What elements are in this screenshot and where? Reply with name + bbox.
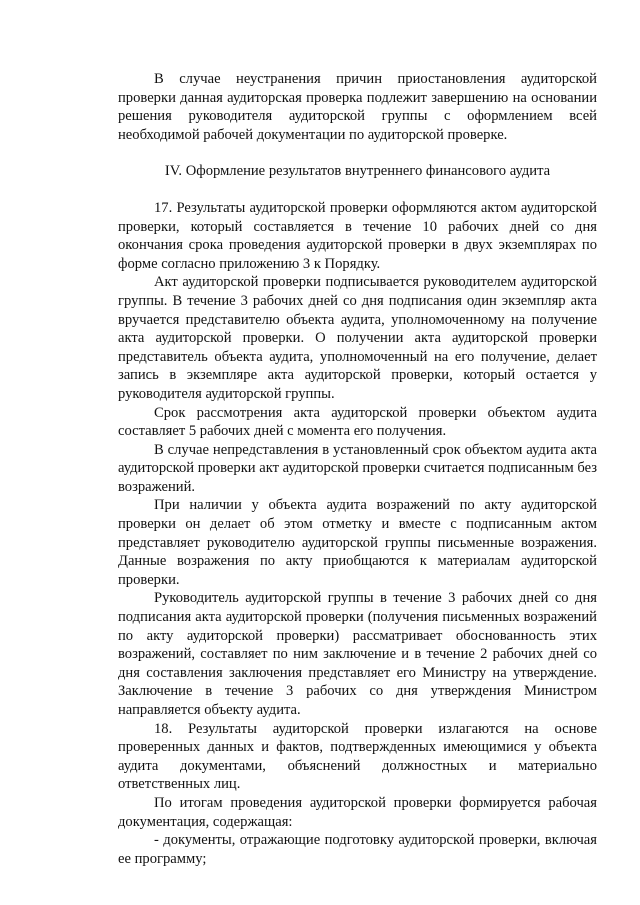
paragraph-objection-review: Руководитель аудиторской группы в течение 3 рабочих дней со дня подписания акта аудиторской проверки (получения письменных возражений по акту аудиторской проверки) рассматривает обоснованность этих возражений, составляет по ним заключение и в течение 2 рабочих дней со дня составления заключения представляет его Министру на утверждение. Заключение в течение 3 рабочих со дня утверждения Министром направляется объекту аудита. [118,590,597,718]
paragraph-non-submission: В случае непредставления в установленный срок объектом аудита акта аудиторской проверки акт аудиторской проверки считается подписанным без возражений. [118,441,597,495]
paragraph-17-audit-act: 17. Результаты аудиторской проверки оформляются актом аудиторской проверки, который составляется в течение 10 рабочих дней со дня окончания срока проведения аудиторской проверки в двух экземплярах по форме согласно приложению 3 к Порядку. [118,199,597,272]
paragraph-review-period: Срок рассмотрения акта аудиторской проверки объектом аудита составляет 5 рабочих дней с момента его получения. [118,404,597,440]
section-heading: IV. Оформление результатов внутреннего финансового аудита [164,163,551,180]
paragraph-objections: При наличии у объекта аудита возражений по акту аудиторской проверки он делает об этом отметку и вместе с подписанным актом представляет руководителю аудиторской группы письменные возражения. Данные возражения по акту приобщаются к материалам аудиторской проверки. [118,497,597,588]
paragraph-act-signing: Акт аудиторской проверки подписывается руководителем аудиторской группы. В течение 3 рабочих дней со дня подписания один экземпляр акта вручается представителю объекта аудита, уполномоченному на получение акта аудиторской проверки. О получении акта аудиторской проверки представитель объекта аудита, уполномоченный на его получение, делает запись в экземпляре акта аудиторской проверки, который остается у руководителя аудиторской группы. [118,274,597,402]
paragraph-suspension-completion: В случае неустранения причин приостановления аудиторской проверки данная аудиторская проверка подлежит завершению на основании решения руководителя аудиторской группы с оформлением всей необходимой рабочей документации по аудиторской проверке. [118,71,597,143]
list-item-preparation-docs: - документы, отражающие подготовку аудиторской проверки, включая ее программу; [118,832,597,867]
paragraph-working-docs: По итогам проведения аудиторской проверки формируется рабочая документация, содержащая: [118,794,597,830]
document-body [118,70,597,868]
paragraph-18-results: 18. Результаты аудиторской проверки излагаются на основе проверенных данных и фактов, подтвержденных имеющимися у объекта аудита документами, объяснений должностных и материально ответственных лиц. [118,720,597,793]
